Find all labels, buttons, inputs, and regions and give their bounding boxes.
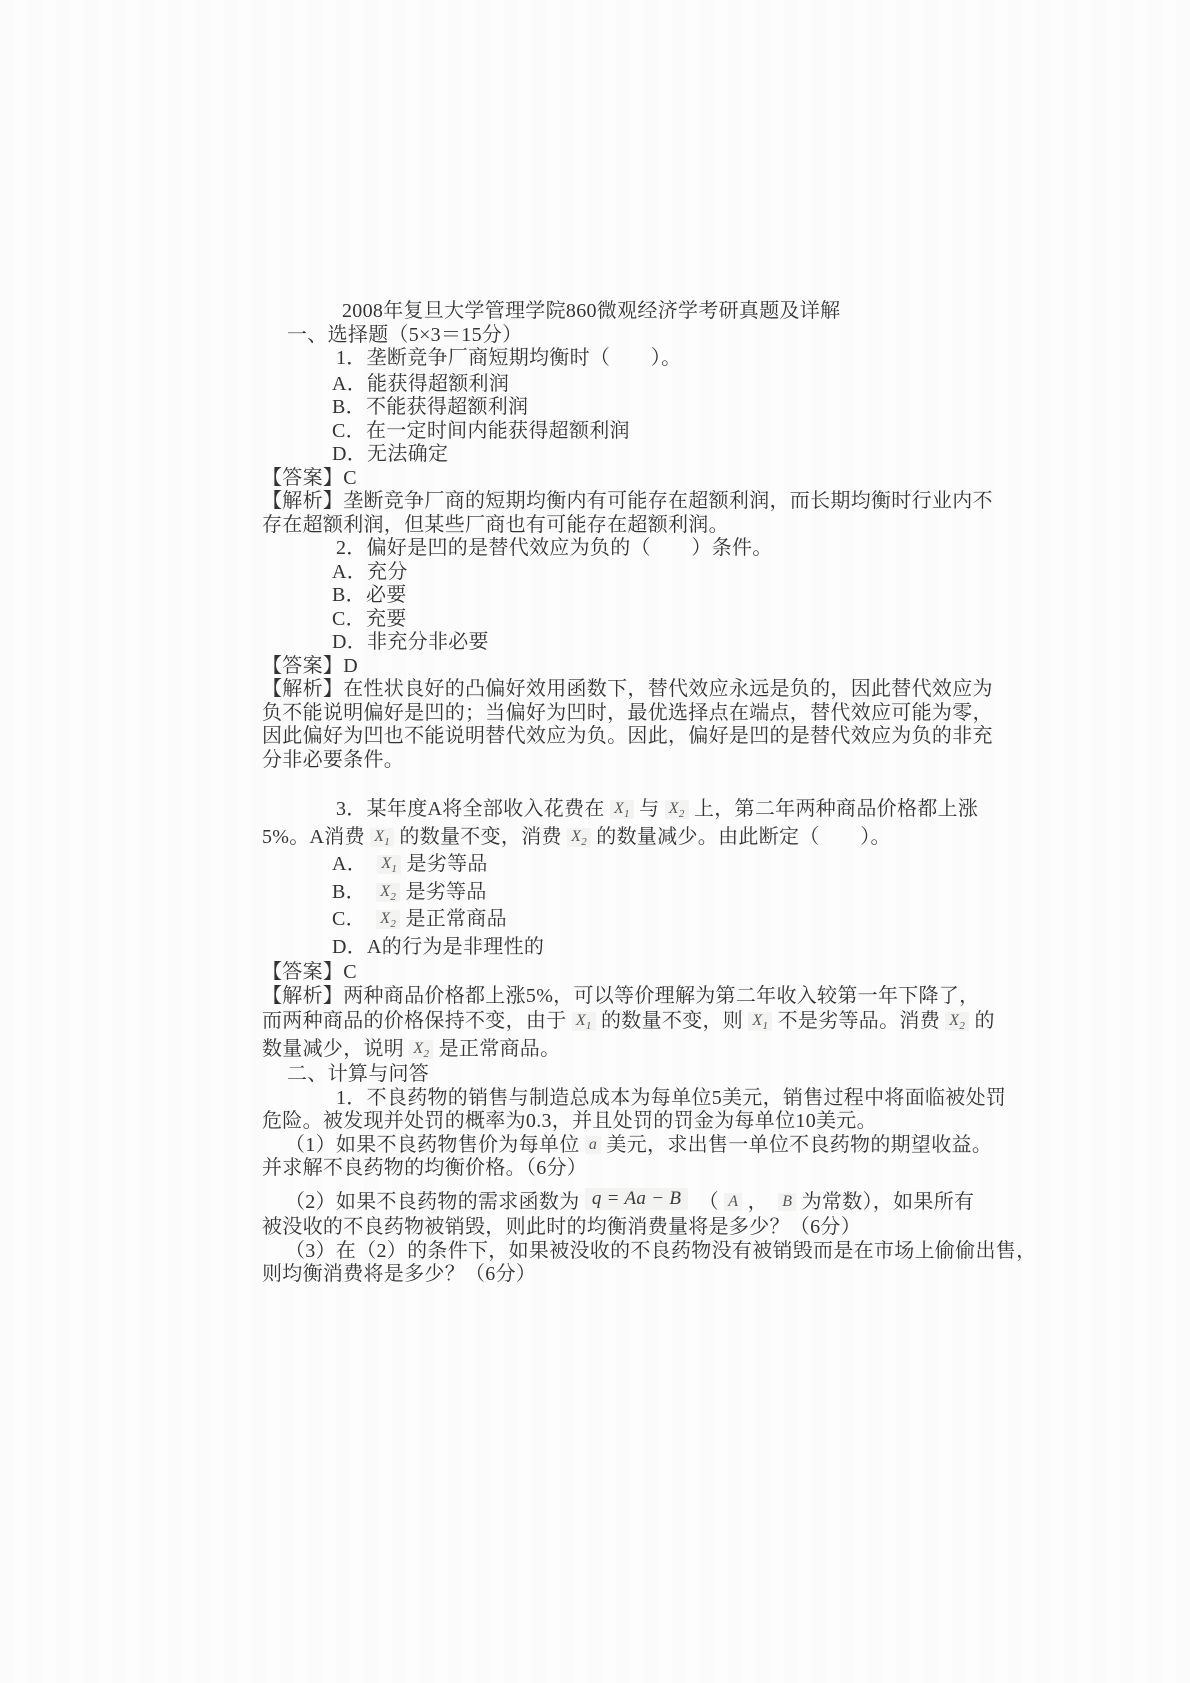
math-formula: $X_2$ <box>409 1040 433 1059</box>
question-3-analysis-line-2: 而两种商品的价格保持不变，由于 $X_1$ 的数量不变，则 $X_1$ 不是劣等品。消费 $X_2$ 的 <box>262 1010 995 1032</box>
question-3-option-a: A． $X_1$ 是劣等品 <box>332 853 488 875</box>
question-2-option-d: D．非充分非必要 <box>332 631 489 653</box>
question-1-answer: 【答案】C <box>262 466 357 489</box>
question-2-answer: 【答案】D <box>262 654 358 677</box>
question-1-option-a: A．能获得超额利润 <box>332 372 510 395</box>
question-2-option-c: C．充要 <box>332 607 407 630</box>
problem-1-part-2-line-2: 被没收的不良药物被销毁，则此时的均衡消费量将是多少？（6分） <box>262 1216 861 1238</box>
doc-title: 2008年复旦大学管理学院860微观经济学考研真题及详解 <box>342 300 841 322</box>
question-3-line-2: 5%。A消费 $X_1$ 的数量不变，消费 $X_2$ 的数量减少。由此断定（ ）。 <box>262 825 891 848</box>
math-formula: a <box>585 1136 601 1154</box>
question-2-option-b: B．必要 <box>332 584 407 606</box>
question-3-option-b: B． $X_2$ 是劣等品 <box>332 880 487 903</box>
question-1: 1．垄断竞争厂商短期均衡时（ ）。 <box>336 347 682 369</box>
problem-1-part-1-line-1: （1）如果不良药物售价为每单位 a 美元，求出售一单位不良药物的期望收益。 <box>285 1133 993 1156</box>
section-1-heading: 一、选择题（5×3＝15分） <box>287 323 523 346</box>
math-formula: A <box>724 1193 742 1211</box>
math-formula: $X_2$ <box>945 1012 969 1031</box>
question-1-option-b: B．不能获得超额利润 <box>332 396 529 418</box>
math-formula: $X_2$ <box>376 910 400 929</box>
question-2: 2．偏好是凹的是替代效应为负的（ ）条件。 <box>336 537 773 559</box>
question-3: 3．某年度A将全部收入花费在 $X_1$ 与 $X_2$ 上，第二年两种商品价格都上涨 <box>336 798 979 820</box>
math-formula: $X_1$ <box>370 828 394 847</box>
problem-1-line-1: 1．不良药物的销售与制造总成本为每单位5美元，销售过程中将面临被处罚 <box>336 1086 1007 1109</box>
question-1-option-c: C．在一定时间内能获得超额利润 <box>332 419 630 442</box>
question-1-option-d: D．无法确定 <box>332 443 449 465</box>
math-formula: B <box>778 1193 796 1211</box>
question-3-option-c: C． $X_2$ 是正常商品 <box>332 908 507 930</box>
question-3-analysis-line-1: 【解析】两种商品价格都上涨5%，可以等价理解为第二年收入较第一年下降了， <box>262 984 980 1007</box>
math-formula: $X_1$ <box>377 855 401 874</box>
question-2-analysis-line-4: 分非必要条件。 <box>262 748 405 771</box>
question-2-analysis-line-2: 负不能说明偏好是凹的；当偏好为凹时，最优选择点在端点，替代效应可能为零， <box>262 701 993 724</box>
document-content <box>262 300 1037 1287</box>
math-formula: $X_2$ <box>567 828 591 847</box>
math-formula: q = Aa − B <box>585 1188 689 1210</box>
problem-1-part-3-line-1: （3）在（2）的条件下，如果被没收的不良药物没有被销毁而是在市场上偷偷出售， <box>285 1239 1037 1262</box>
problem-1-part-3-line-2: 则均衡消费将是多少？（6分） <box>262 1263 537 1285</box>
question-1-analysis-line-2: 存在超额利润，但某些厂商也有可能存在超额利润。 <box>262 513 729 536</box>
question-3-answer: 【答案】C <box>262 961 357 983</box>
math-formula: $X_2$ <box>665 800 689 819</box>
question-2-analysis-line-3: 因此偏好为凹也不能说明替代效应为负。因此，偏好是凹的是替代效应为负的非充 <box>262 725 993 747</box>
math-formula: $X_1$ <box>748 1012 772 1031</box>
question-1-analysis-line-1: 【解析】垄断竞争厂商的短期均衡内有可能存在超额利润，而长期均衡时行业内不 <box>262 490 993 512</box>
section-2-heading: 二、计算与问答 <box>287 1063 430 1085</box>
question-3-option-d: D．A的行为是非理性的 <box>332 935 545 958</box>
math-formula: $X_1$ <box>610 800 634 819</box>
question-2-analysis-line-1: 【解析】在性状良好的凸偏好效用函数下，替代效应永远是负的，因此替代效应为 <box>262 678 993 700</box>
question-3-analysis-line-3: 数量减少，说明 $X_2$ 是正常商品。 <box>262 1037 561 1060</box>
math-formula: $X_2$ <box>376 883 400 902</box>
math-formula: $X_1$ <box>572 1012 596 1031</box>
problem-1-part-2-line-1: （2）如果不良药物的需求函数为 q = Aa − B （ A ， B 为常数），如果所有 <box>285 1187 975 1213</box>
problem-1-line-2: 危险。被发现并处罚的概率为0.3，并且处罚的罚金为每单位10美元。 <box>262 1110 877 1132</box>
question-2-option-a: A．充分 <box>332 560 408 583</box>
problem-1-part-1-line-2: 并求解不良药物的均衡价格。（6分） <box>262 1157 588 1179</box>
